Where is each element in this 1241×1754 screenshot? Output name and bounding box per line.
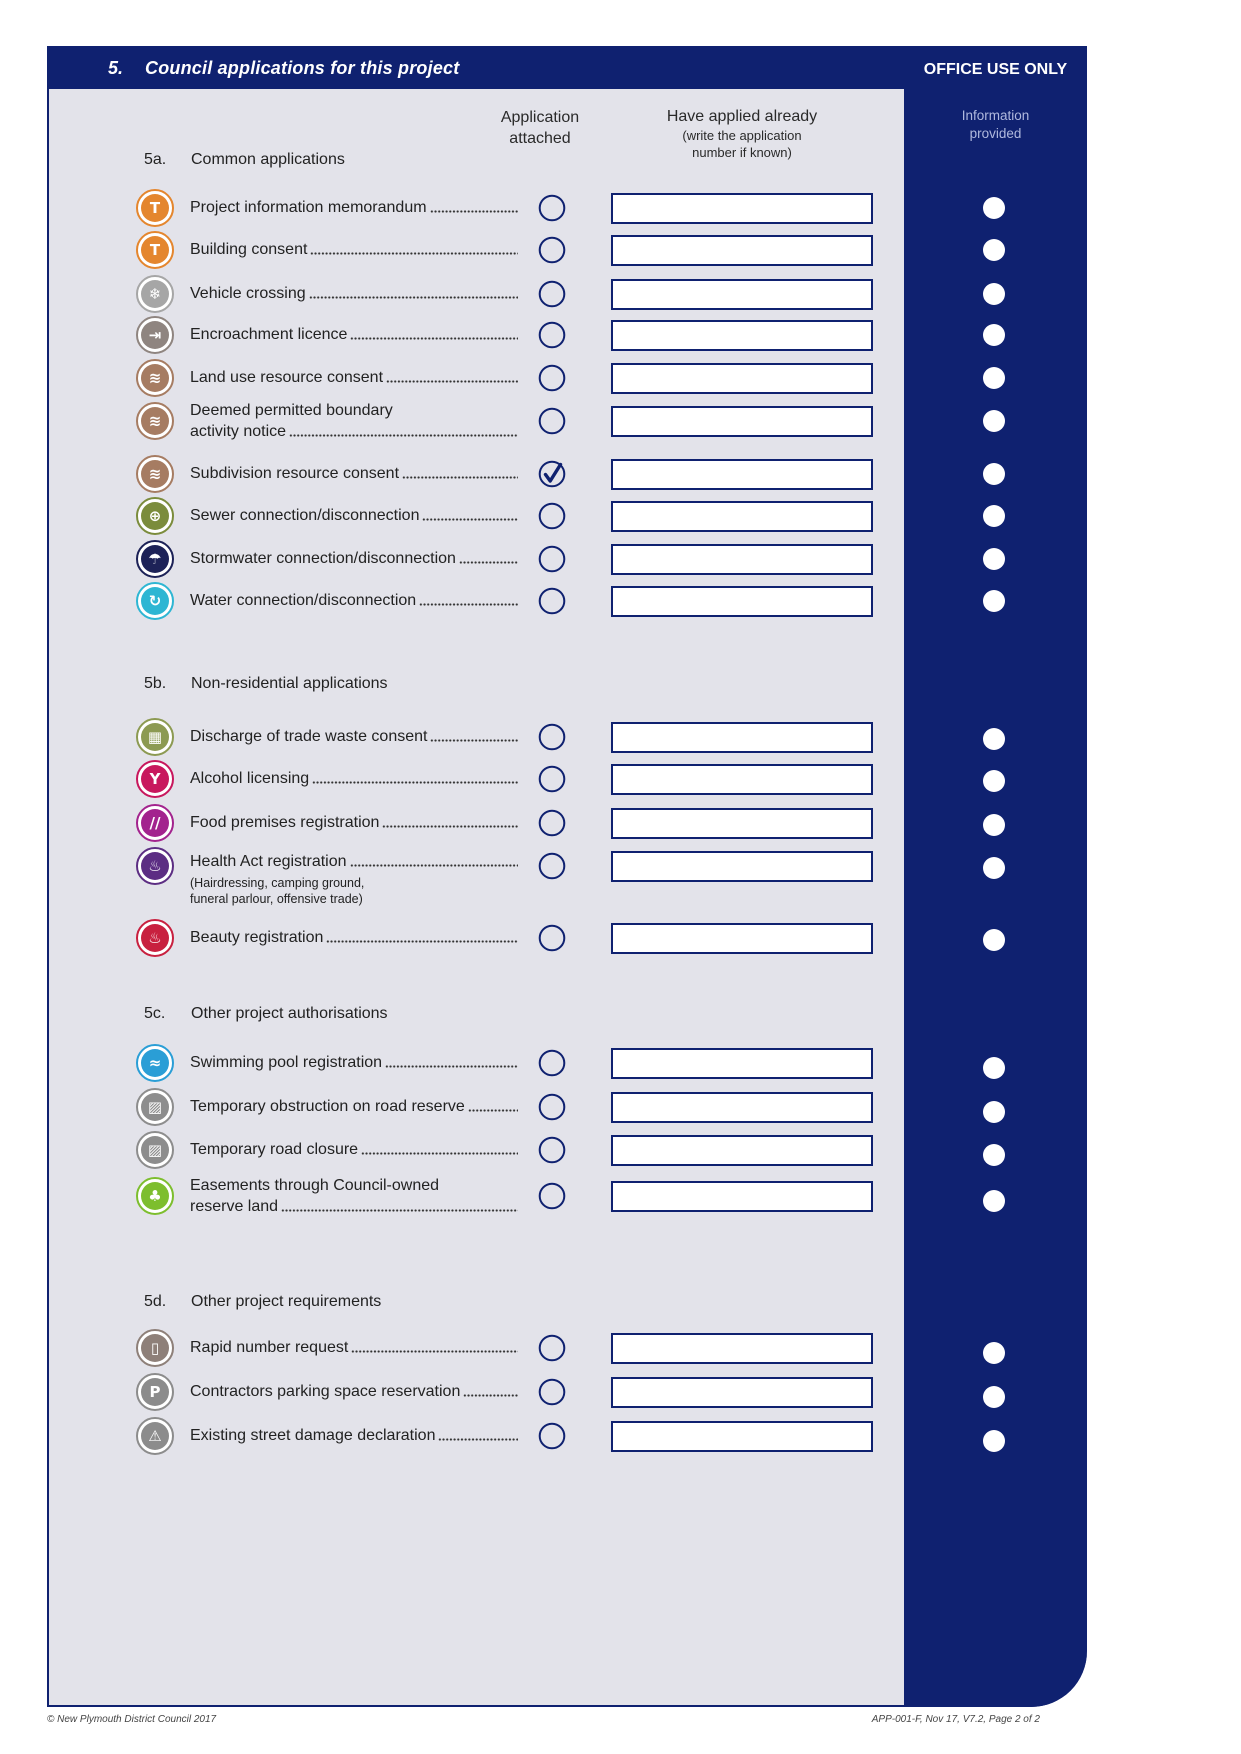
office-use-dot[interactable] <box>983 814 1005 836</box>
row-label: Sewer connection/disconnection <box>190 507 420 524</box>
application-number-input[interactable] <box>611 1135 873 1166</box>
row-label-line <box>190 1382 518 1402</box>
section-heading-5b <box>0 674 600 694</box>
checkbox-graphic <box>538 502 566 530</box>
land-contours-icon-symbol: ≋ <box>141 407 169 435</box>
office-use-dot[interactable] <box>983 463 1005 485</box>
application-number-input[interactable] <box>611 1181 873 1212</box>
row-label: Temporary obstruction on road reserve <box>190 1098 465 1115</box>
row-label: Stormwater connection/disconnection <box>190 550 456 567</box>
checkmark-icon <box>546 465 561 482</box>
attached-checkbox[interactable] <box>538 1422 566 1450</box>
checkbox-ring <box>540 1380 565 1405</box>
dot-leader <box>312 781 518 784</box>
checkbox-ring <box>540 282 565 307</box>
dot-leader <box>463 1394 518 1397</box>
column-heading-note: (write the application <box>682 128 802 143</box>
wine-glass-icon-symbol: Y <box>141 765 169 793</box>
storm-cloud-icon <box>136 540 174 578</box>
section-heading-title: Other project authorisations <box>191 1005 388 1022</box>
checkbox-graphic <box>538 236 566 264</box>
attached-checkbox[interactable] <box>538 809 566 837</box>
attached-checkbox[interactable] <box>538 545 566 573</box>
application-number-input[interactable] <box>611 406 873 437</box>
dot-leader <box>422 518 518 521</box>
checkbox-graphic <box>538 852 566 880</box>
application-number-input[interactable] <box>611 459 873 490</box>
section-heading-title: Other project requirements <box>191 1293 382 1310</box>
applied-already-column-heading <box>632 107 852 161</box>
office-use-heading: OFFICE USE ONLY <box>923 61 1068 78</box>
row-label-block <box>190 549 518 569</box>
section-heading-title: Non-residential applications <box>191 675 388 692</box>
checkbox-graphic <box>538 765 566 793</box>
dot-leader <box>419 603 518 606</box>
row-label-line <box>190 813 518 833</box>
row-label-line <box>190 1053 518 1073</box>
checkbox-graphic <box>538 407 566 435</box>
checkbox-graphic <box>538 194 566 222</box>
checkbox-graphic <box>538 809 566 837</box>
row-label-line <box>190 198 518 218</box>
checkbox-ring <box>540 504 565 529</box>
checkbox-ring <box>540 547 565 572</box>
dot-leader <box>438 1438 518 1441</box>
row-label-block <box>190 1382 518 1402</box>
hard-hat-icon-symbol: T <box>141 236 169 264</box>
application-number-input[interactable] <box>611 923 873 954</box>
row-label-line <box>190 549 518 569</box>
section-heading-5c <box>0 1004 600 1024</box>
checkbox-ring <box>540 1424 565 1449</box>
attached-checkbox[interactable] <box>538 1049 566 1077</box>
attached-checkbox[interactable] <box>538 236 566 264</box>
row-label: Swimming pool registration <box>190 1054 383 1071</box>
row-label: Beauty registration <box>190 929 324 946</box>
attached-checkbox[interactable] <box>538 1136 566 1164</box>
application-number-input[interactable] <box>611 851 873 882</box>
checkbox-ring <box>540 323 565 348</box>
checkbox-ring <box>540 1095 565 1120</box>
row-label: Easements through Council-owned <box>190 1177 440 1194</box>
application-number-input[interactable] <box>611 320 873 351</box>
column-heading-note: number if known) <box>692 145 792 160</box>
dot-leader <box>385 1065 518 1068</box>
application-number-input[interactable] <box>611 722 873 753</box>
rapid-number-post-icon-symbol: ▯ <box>141 1334 169 1362</box>
street-damage-icon-symbol: ⚠ <box>141 1422 169 1450</box>
attached-checkbox[interactable] <box>538 502 566 530</box>
checkbox-graphic <box>538 924 566 952</box>
row-note-line: funeral parlour, offensive trade) <box>190 892 363 906</box>
office-use-dot[interactable] <box>983 367 1005 389</box>
office-use-dot[interactable] <box>983 410 1005 432</box>
attached-checkbox[interactable] <box>538 321 566 349</box>
dot-leader <box>350 864 518 867</box>
row-label-block <box>190 284 518 304</box>
attached-checkbox[interactable] <box>538 460 566 488</box>
column-heading-line: Information <box>961 108 1030 123</box>
row-label-block <box>190 368 518 388</box>
row-note-line: (Hairdressing, camping ground, <box>190 876 365 890</box>
swimming-pool-icon-symbol: ≈ <box>141 1049 169 1077</box>
dot-leader <box>468 1109 518 1112</box>
sewer-pipe-icon-symbol: ⊕ <box>141 502 169 530</box>
row-label-line <box>190 1426 518 1446</box>
food-utensils-icon-symbol: // <box>141 809 169 837</box>
health-hand-icon <box>136 847 174 885</box>
land-contours-icon-symbol: ≋ <box>141 460 169 488</box>
row-label-block <box>190 852 518 907</box>
checkbox-ring <box>540 366 565 391</box>
row-label-line <box>190 852 518 872</box>
land-contours-icon <box>136 455 174 493</box>
dot-leader <box>289 434 518 437</box>
row-note <box>190 875 518 907</box>
attached-checkbox[interactable] <box>538 1093 566 1121</box>
row-label: Deemed permitted boundary <box>190 402 393 419</box>
checkbox-ring <box>540 725 565 750</box>
application-number-input[interactable] <box>611 1333 873 1364</box>
row-label: Land use resource consent <box>190 369 384 386</box>
row-label-block <box>190 1338 518 1358</box>
dot-leader <box>310 252 518 255</box>
checkbox-ring <box>540 854 565 879</box>
dot-leader <box>361 1152 518 1155</box>
dot-leader <box>430 210 518 213</box>
section-number: 5. <box>108 58 124 78</box>
row-label-line <box>190 591 518 611</box>
row-label: Water connection/disconnection <box>190 592 417 609</box>
application-number-input[interactable] <box>611 235 873 266</box>
office-use-dot[interactable] <box>983 239 1005 261</box>
information-provided-column-heading <box>904 107 1087 143</box>
checkbox-graphic <box>538 364 566 392</box>
office-use-dot[interactable] <box>983 1430 1005 1452</box>
row-label-line <box>190 1196 518 1217</box>
application-number-input[interactable] <box>611 193 873 224</box>
application-number-input[interactable] <box>611 1421 873 1452</box>
beauty-hand-icon-symbol: ♨ <box>141 924 169 952</box>
sewer-pipe-icon <box>136 497 174 535</box>
footer-copyright: © New Plymouth District Council 2017 <box>47 1714 217 1725</box>
row-label: Encroachment licence <box>190 326 348 343</box>
application-number-input[interactable] <box>611 544 873 575</box>
section-heading-number: 5b. <box>144 675 167 692</box>
dot-leader <box>430 739 518 742</box>
office-use-dot[interactable] <box>983 1190 1005 1212</box>
row-label-block <box>190 1053 518 1073</box>
office-use-dot[interactable] <box>983 857 1005 879</box>
dot-leader <box>309 296 518 299</box>
office-use-dot[interactable] <box>983 728 1005 750</box>
food-utensils-icon <box>136 804 174 842</box>
office-use-dot[interactable] <box>983 1101 1005 1123</box>
checkbox-ring <box>540 1138 565 1163</box>
row-label: Food premises registration <box>190 814 380 831</box>
attached-checkbox[interactable] <box>538 1378 566 1406</box>
row-label-line <box>190 1338 518 1358</box>
row-label-block <box>190 1426 518 1446</box>
water-cycle-icon <box>136 582 174 620</box>
application-number-input[interactable] <box>611 1092 873 1123</box>
dot-leader <box>386 380 518 383</box>
storm-cloud-icon-symbol: ☂ <box>141 545 169 573</box>
office-use-dot[interactable] <box>983 929 1005 951</box>
checkbox-graphic <box>538 460 566 488</box>
checkbox-ring <box>540 409 565 434</box>
row-label: Contractors parking space reservation <box>190 1383 461 1400</box>
row-label: Alcohol licensing <box>190 770 310 787</box>
row-label-block <box>190 400 518 442</box>
checkbox-ring <box>540 238 565 263</box>
office-use-dot[interactable] <box>983 1144 1005 1166</box>
health-hand-icon-symbol: ♨ <box>141 852 169 880</box>
row-label-line <box>190 506 518 526</box>
attached-checkbox[interactable] <box>538 924 566 952</box>
row-label-continued: activity notice <box>190 423 287 440</box>
checkbox-ring <box>540 767 565 792</box>
attached-checkbox[interactable] <box>538 723 566 751</box>
water-cycle-icon-symbol: ↻ <box>141 587 169 615</box>
office-use-dot[interactable] <box>983 197 1005 219</box>
office-use-dot[interactable] <box>983 1342 1005 1364</box>
trade-waste-factory-icon-symbol: ▦ <box>141 723 169 751</box>
checkbox-graphic <box>538 321 566 349</box>
row-label-block <box>190 1140 518 1160</box>
row-label: Health Act registration <box>190 853 347 870</box>
attached-checkbox[interactable] <box>538 1334 566 1362</box>
encroachment-arrow-icon <box>136 316 174 354</box>
row-label-line <box>190 464 518 484</box>
encroachment-arrow-icon-symbol: ⇥ <box>141 321 169 349</box>
row-label-line <box>190 240 518 260</box>
section-heading-5a <box>0 150 600 170</box>
attached-checkbox[interactable] <box>538 280 566 308</box>
row-label-line <box>190 284 518 304</box>
row-label-block <box>190 325 518 345</box>
application-number-input[interactable] <box>611 586 873 617</box>
office-use-dot[interactable] <box>983 324 1005 346</box>
row-label-line <box>190 325 518 345</box>
row-label-block <box>190 506 518 526</box>
checkbox-ring <box>540 1051 565 1076</box>
footer-reference: APP-001-F, Nov 17, V7.2, Page 2 of 2 <box>871 1714 1040 1725</box>
attached-checkbox[interactable] <box>538 194 566 222</box>
row-label-block <box>190 1175 518 1217</box>
dot-leader <box>351 1350 518 1353</box>
reserve-land-icon <box>136 1177 174 1215</box>
row-label: Project information memorandum <box>190 199 427 216</box>
row-label-block <box>190 727 518 747</box>
row-label-block <box>190 591 518 611</box>
office-use-dot[interactable] <box>983 548 1005 570</box>
office-use-dot[interactable] <box>983 283 1005 305</box>
row-label-line <box>190 1097 518 1117</box>
row-label-line <box>190 769 518 789</box>
row-label-block <box>190 1097 518 1117</box>
section-heading-5d <box>0 1292 600 1312</box>
application-number-input[interactable] <box>611 501 873 532</box>
office-use-dot[interactable] <box>983 1057 1005 1079</box>
road-stripes-icon <box>136 1088 174 1126</box>
dot-leader <box>382 825 518 828</box>
row-label-line <box>190 368 518 388</box>
attached-checkbox[interactable] <box>538 852 566 880</box>
row-label-block <box>190 769 518 789</box>
checkbox-ring <box>540 196 565 221</box>
row-label-block <box>190 198 518 218</box>
land-contours-icon-symbol: ≋ <box>141 364 169 392</box>
hard-hat-icon <box>136 189 174 227</box>
attached-checkbox[interactable] <box>538 1182 566 1210</box>
row-label: Building consent <box>190 241 308 258</box>
rapid-number-post-icon <box>136 1329 174 1367</box>
dot-leader <box>402 476 518 479</box>
application-number-input[interactable] <box>611 279 873 310</box>
dot-leader <box>459 561 518 564</box>
tyre-icon-symbol: ❄ <box>141 280 169 308</box>
tyre-icon <box>136 275 174 313</box>
checkbox-ring <box>540 589 565 614</box>
application-number-input[interactable] <box>611 808 873 839</box>
checkbox-graphic <box>538 1136 566 1164</box>
application-number-input[interactable] <box>611 363 873 394</box>
office-use-dot[interactable] <box>983 770 1005 792</box>
section-heading-number: 5a. <box>144 151 167 168</box>
row-label-line <box>190 727 518 747</box>
row-label-line <box>190 928 518 948</box>
row-label: Rapid number request <box>190 1339 349 1356</box>
road-stripes-icon-symbol: ▨ <box>141 1136 169 1164</box>
dot-leader <box>326 940 518 943</box>
hard-hat-icon <box>136 231 174 269</box>
office-use-dot[interactable] <box>983 1386 1005 1408</box>
checkbox-ring <box>540 1336 565 1361</box>
row-label: Subdivision resource consent <box>190 465 400 482</box>
checkbox-graphic <box>538 1093 566 1121</box>
row-label-line <box>190 1140 518 1160</box>
hard-hat-icon-symbol: T <box>141 194 169 222</box>
dot-leader <box>281 1209 518 1212</box>
checkbox-graphic <box>538 1049 566 1077</box>
checkbox-graphic <box>538 545 566 573</box>
office-use-dot[interactable] <box>983 590 1005 612</box>
checkbox-ring <box>540 1184 565 1209</box>
swimming-pool-icon <box>136 1044 174 1082</box>
checkbox-ring <box>540 811 565 836</box>
row-label-block <box>190 928 518 948</box>
street-damage-icon <box>136 1417 174 1455</box>
office-use-dot[interactable] <box>983 505 1005 527</box>
road-stripes-icon <box>136 1131 174 1169</box>
checkbox-graphic <box>538 587 566 615</box>
attached-checkbox[interactable] <box>538 364 566 392</box>
column-heading-line: attached <box>509 130 571 147</box>
application-number-input[interactable] <box>611 764 873 795</box>
attached-checkbox[interactable] <box>538 765 566 793</box>
checkbox-graphic <box>538 1182 566 1210</box>
wine-glass-icon <box>136 760 174 798</box>
parking-icon-symbol: P <box>141 1378 169 1406</box>
checkbox-graphic <box>538 1334 566 1362</box>
row-label: Discharge of trade waste consent <box>190 728 428 745</box>
row-label: Vehicle crossing <box>190 285 306 302</box>
checkbox-graphic <box>538 280 566 308</box>
attached-checkbox[interactable] <box>538 407 566 435</box>
row-label: Temporary road closure <box>190 1141 359 1158</box>
column-heading-line: provided <box>969 126 1022 141</box>
trade-waste-factory-icon <box>136 718 174 756</box>
checkbox-graphic <box>538 1378 566 1406</box>
column-heading-line: Application <box>500 109 580 126</box>
row-label-continued: reserve land <box>190 1198 279 1215</box>
column-heading-line: Have applied already <box>666 108 818 125</box>
application-number-input[interactable] <box>611 1377 873 1408</box>
land-contours-icon <box>136 359 174 397</box>
beauty-hand-icon <box>136 919 174 957</box>
section-heading-number: 5c. <box>144 1005 166 1022</box>
row-label-block <box>190 464 518 484</box>
section-heading-number: 5d. <box>144 1293 167 1310</box>
row-label-block <box>190 240 518 260</box>
section-heading-title: Common applications <box>191 151 345 168</box>
row-label-block <box>190 813 518 833</box>
attached-checkbox[interactable] <box>538 587 566 615</box>
road-stripes-icon-symbol: ▨ <box>141 1093 169 1121</box>
row-label-line <box>190 421 518 442</box>
checkbox-ring <box>540 926 565 951</box>
row-label: Existing street damage declaration <box>190 1427 436 1444</box>
checkbox-graphic <box>538 1422 566 1450</box>
application-attached-column-heading <box>460 107 620 149</box>
section-title: Council applications for this project <box>145 58 460 78</box>
reserve-land-icon-symbol: ♣ <box>141 1182 169 1210</box>
parking-icon <box>136 1373 174 1411</box>
checkbox-graphic <box>538 723 566 751</box>
land-contours-icon <box>136 402 174 440</box>
application-number-input[interactable] <box>611 1048 873 1079</box>
dot-leader <box>350 337 518 340</box>
